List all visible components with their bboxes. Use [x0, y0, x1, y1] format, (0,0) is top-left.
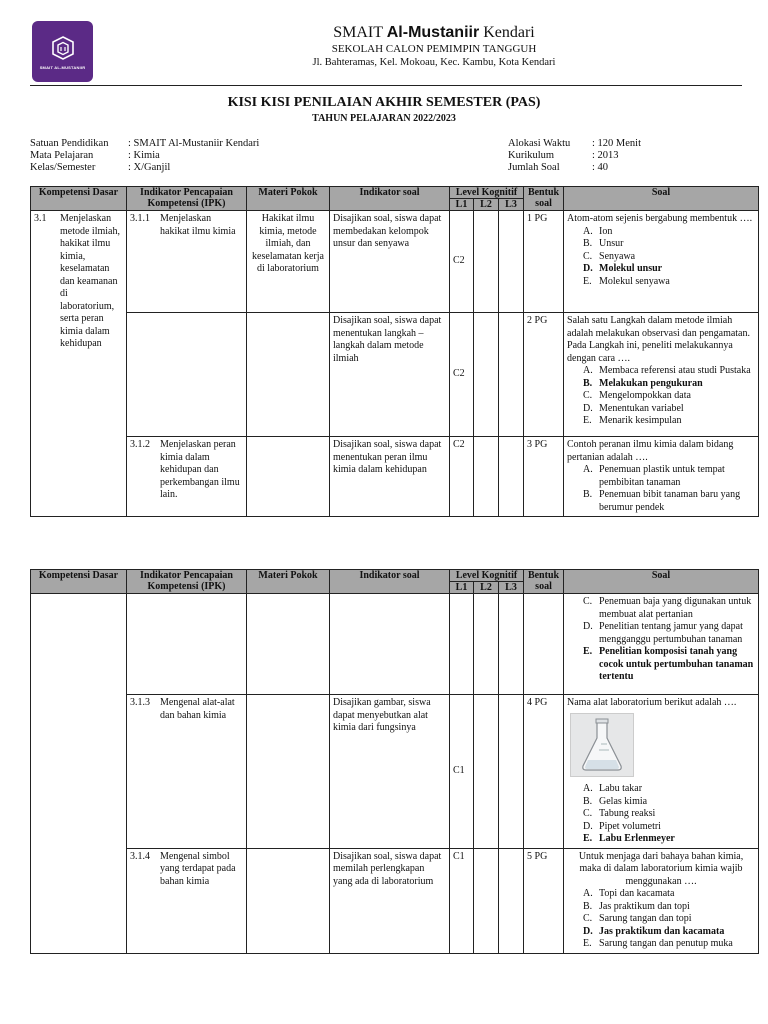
header-materi-pokok: Materi Pokok	[247, 570, 330, 594]
header-l1: L1	[450, 199, 474, 211]
header-l2: L2	[474, 199, 499, 211]
soal-cell	[564, 594, 759, 695]
option-list	[567, 226, 755, 289]
option-item	[567, 821, 755, 834]
option-item	[567, 226, 755, 239]
option-item	[567, 263, 755, 276]
option-letter: E.	[583, 833, 593, 844]
header-l2: L2	[474, 582, 499, 594]
option-item	[567, 596, 755, 621]
header-bentuk-soal: Bentuk soal	[524, 187, 564, 211]
question-stem: Atom-atom sejenis bergabung membentuk ….	[567, 213, 753, 224]
option-letter: D.	[583, 621, 593, 632]
header-level-kognitif: Level Kognitif	[450, 187, 524, 199]
kisi-table-2	[30, 569, 759, 954]
option-letter: C.	[583, 808, 593, 819]
option-letter: B.	[583, 489, 593, 500]
option-text: Penemuan baja yang digunakan untuk membuat alat pertanian	[599, 596, 752, 620]
option-letter: D.	[583, 820, 593, 832]
materi-cell	[247, 695, 330, 849]
option-text: Sarung tangan dan penutup muka	[599, 938, 733, 949]
indikator-cell: Disajikan soal, siswa dapat menentukan peran ilmu kimia dalam kehidupan	[330, 437, 450, 517]
level-cell: C1	[450, 695, 474, 849]
l2-cell	[474, 848, 499, 953]
option-item	[567, 646, 755, 684]
header-l1: L1	[450, 582, 474, 594]
bentuk-cell: 4 PG	[524, 695, 564, 849]
option-letter: B.	[583, 238, 593, 249]
document-title: KISI KISI PENILAIAN AKHIR SEMESTER (PAS)	[227, 95, 541, 110]
option-item	[567, 489, 755, 514]
option-list	[567, 783, 755, 846]
logo-text: SMAIT AL-MUSTANIIR	[39, 64, 86, 70]
level-cell: C2	[450, 211, 474, 313]
indikator-cell: Disajikan soal, siswa dapat menentukan langkah – langkah dalam metode ilmiah	[330, 313, 450, 437]
header-indikator-soal: Indikator soal	[330, 570, 450, 594]
level-cell: C1	[450, 848, 474, 953]
materi-cell	[247, 313, 330, 437]
school-name: SMAIT Al-Mustaniir Kendari	[333, 24, 535, 41]
bentuk-cell: 3 PG	[524, 437, 564, 517]
question-stem: Salah satu Langkah dalam metode ilmiah adalah melakukan observasi dan pengamatan. Pada Langkah ini, peneliti melakukannya dengan cara ….	[567, 315, 750, 364]
header-soal: Soal	[564, 187, 759, 211]
option-text: Jas praktikum dan kacamata	[599, 925, 725, 937]
erlenmeyer-flask-image	[570, 713, 634, 777]
ipk-cell: 3.1.2 Menjelaskan peran kimia dalam kehidupan dan perkembangan ilmu lain.	[127, 437, 247, 517]
option-text: Topi dan kacamata	[599, 888, 675, 899]
option-item	[567, 621, 755, 646]
option-item	[567, 808, 755, 821]
option-letter: D.	[583, 402, 593, 414]
option-list	[567, 365, 755, 428]
option-letter: A.	[583, 888, 593, 899]
school-tagline: SEKOLAH CALON PEMIMPIN TANGGUH	[331, 43, 537, 55]
option-letter: C.	[583, 250, 593, 262]
option-text: Molekul unsur	[599, 263, 663, 274]
header-kompetensi-dasar: Kompetensi Dasar	[31, 187, 127, 211]
header-kompetensi-dasar: Kompetensi Dasar	[31, 570, 127, 594]
l2-cell	[474, 437, 499, 517]
header-ipk: Indikator Pencapaian Kompetensi (IPK)	[127, 187, 247, 211]
option-item	[567, 365, 755, 378]
option-text: Menarik kesimpulan	[599, 415, 682, 426]
bentuk-cell: 2 PG	[524, 313, 564, 437]
option-letter: B.	[583, 377, 593, 389]
option-letter: B.	[583, 900, 593, 912]
school-address: Jl. Bahteramas, Kel. Mokoau, Kec. Kambu, Kota Kendari	[312, 57, 556, 68]
header-materi-pokok: Materi Pokok	[247, 187, 330, 211]
bentuk-cell: 1 PG	[524, 211, 564, 313]
option-text: Melakukan pengukuran	[599, 377, 703, 389]
option-item	[567, 378, 755, 391]
header-level-kognitif: Level Kognitif	[450, 570, 524, 582]
option-text: Penemuan bibit tanaman baru yang berumur pendek	[599, 489, 741, 513]
header-l3: L3	[499, 199, 524, 211]
option-text: Penemuan plastik untuk tempat pembibitan tanaman	[599, 464, 725, 488]
soal-cell	[564, 313, 759, 437]
l2-cell	[474, 594, 499, 695]
ipk-cell	[127, 313, 247, 437]
kisi-table-1	[30, 186, 759, 517]
question-stem: Untuk menjaga dari bahaya bahan kimia, maka di dalam laboratorium kimia wajib menggunakan ….	[578, 850, 744, 887]
option-letter: C.	[583, 596, 593, 607]
option-text: Senyawa	[599, 250, 636, 262]
soal-cell	[564, 695, 759, 849]
option-letter: E.	[583, 415, 592, 426]
bentuk-cell: 5 PG	[524, 848, 564, 953]
option-text: Ion	[599, 225, 613, 237]
header-bentuk-soal: Bentuk soal	[524, 570, 564, 594]
l3-cell	[499, 594, 524, 695]
l2-cell	[474, 695, 499, 849]
materi-cell	[247, 848, 330, 953]
option-letter: A.	[583, 365, 593, 376]
option-letter: C.	[583, 913, 593, 924]
question-stem: Contoh peranan ilmu kimia dalam bidang pertanian adalah ….	[567, 439, 734, 463]
option-letter: A.	[583, 783, 593, 794]
option-text: Membaca referensi atau studi Pustaka	[599, 365, 751, 376]
bentuk-cell	[524, 594, 564, 695]
option-list	[567, 596, 755, 684]
option-letter: A.	[583, 225, 593, 237]
header-soal: Soal	[564, 570, 759, 594]
l2-cell	[474, 313, 499, 437]
header-indikator-soal: Indikator soal	[330, 187, 450, 211]
option-text: Labu Erlenmeyer	[599, 833, 675, 844]
option-text: Molekul senyawa	[599, 275, 670, 287]
materi-cell	[247, 594, 330, 695]
option-text: Unsur	[599, 238, 624, 249]
level-cell: C2	[450, 313, 474, 437]
indikator-cell	[330, 594, 450, 695]
l3-cell	[499, 437, 524, 517]
option-item	[567, 464, 755, 489]
option-list	[567, 464, 755, 514]
header-ipk: Indikator Pencapaian Kompetensi (IPK)	[127, 570, 247, 594]
option-letter: E.	[583, 938, 592, 949]
ipk-cell: 3.1.4 Mengenal simbol yang terdapat pada bahan kimia	[127, 848, 247, 953]
option-text: Pipet volumetri	[599, 820, 661, 832]
option-text: Tabung reaksi	[599, 808, 656, 819]
academic-year: TAHUN PELAJARAN 2022/2023	[312, 113, 456, 124]
option-text: Labu takar	[599, 783, 643, 794]
option-text: Gelas kimia	[599, 795, 648, 807]
ipk-cell	[127, 594, 247, 695]
header-l3: L3	[499, 582, 524, 594]
option-item	[567, 888, 755, 901]
soal-cell	[564, 848, 759, 953]
level-cell	[450, 594, 474, 695]
option-item	[567, 238, 755, 251]
option-item	[567, 901, 755, 914]
option-item	[567, 796, 755, 809]
option-text: Menentukan variabel	[599, 402, 684, 414]
info-left: Satuan Pendidikan : SMAIT Al-Mustaniir Kendari Mata Pelajaran : Kimia Kelas/Semester : X/Ganjil	[30, 138, 260, 173]
kd-cell: 3.1 Menjelaskan metode ilmiah, hakikat ilmu kimia, keselamatan dan keamanan di laboratorium, serta peran kimia dalam kehidupan	[31, 211, 127, 517]
indikator-cell: Disajikan gambar, siswa dapat menyebutkan alat kimia dari fungsinya	[330, 695, 450, 849]
soal-cell	[564, 437, 759, 517]
option-item	[567, 938, 755, 951]
option-item	[567, 833, 755, 846]
level-cell: C2	[450, 437, 474, 517]
option-item	[567, 913, 755, 926]
option-letter: E.	[583, 646, 593, 657]
option-text: Jas praktikum dan topi	[599, 900, 690, 912]
soal-cell	[564, 211, 759, 313]
question-stem: Nama alat laboratorium berikut adalah ….	[567, 697, 737, 708]
option-item	[567, 276, 755, 289]
l3-cell	[499, 848, 524, 953]
option-text: Penelitian tentang jamur yang dapat mengganggu pertumbuhan tanaman	[599, 621, 743, 645]
option-letter: A.	[583, 464, 593, 475]
ipk-cell: 3.1.3 Mengenal alat-alat dan bahan kimia	[127, 695, 247, 849]
option-item	[567, 926, 755, 939]
info-right: Alokasi Waktu : 120 Menit Kurikulum : 2013 Jumlah Soal : 40	[508, 138, 641, 173]
option-text: Penelitian komposisi tanah yang cocok untuk pertumbuhan tanaman tertentu	[599, 646, 754, 682]
option-item	[567, 251, 755, 264]
l2-cell	[474, 211, 499, 313]
option-item	[567, 390, 755, 403]
option-item	[567, 403, 755, 416]
indikator-cell: Disajikan soal, siswa dapat membedakan kelompok unsur dan senyawa	[330, 211, 450, 313]
kd-cell	[31, 594, 127, 954]
option-item	[567, 415, 755, 428]
l3-cell	[499, 695, 524, 849]
option-text: Sarung tangan dan topi	[599, 913, 692, 924]
indikator-cell: Disajikan soal, siswa dapat memilah perlengkapan yang ada di laboratorium	[330, 848, 450, 953]
option-letter: D.	[583, 263, 593, 274]
ipk-cell: 3.1.1 Menjelaskan hakikat ilmu kimia	[127, 211, 247, 313]
materi-cell	[247, 437, 330, 517]
option-letter: C.	[583, 390, 593, 401]
option-letter: D.	[583, 925, 593, 937]
option-letter: B.	[583, 795, 593, 807]
header-divider	[30, 85, 742, 86]
option-item	[567, 783, 755, 796]
l3-cell	[499, 211, 524, 313]
option-text: Mengelompokkan data	[599, 390, 691, 401]
l3-cell	[499, 313, 524, 437]
materi-cell: Hakikat ilmu kimia, metode ilmiah, dan keselamatan kerja di laboratorium	[247, 211, 330, 313]
option-list	[567, 888, 755, 951]
option-letter: E.	[583, 275, 592, 287]
